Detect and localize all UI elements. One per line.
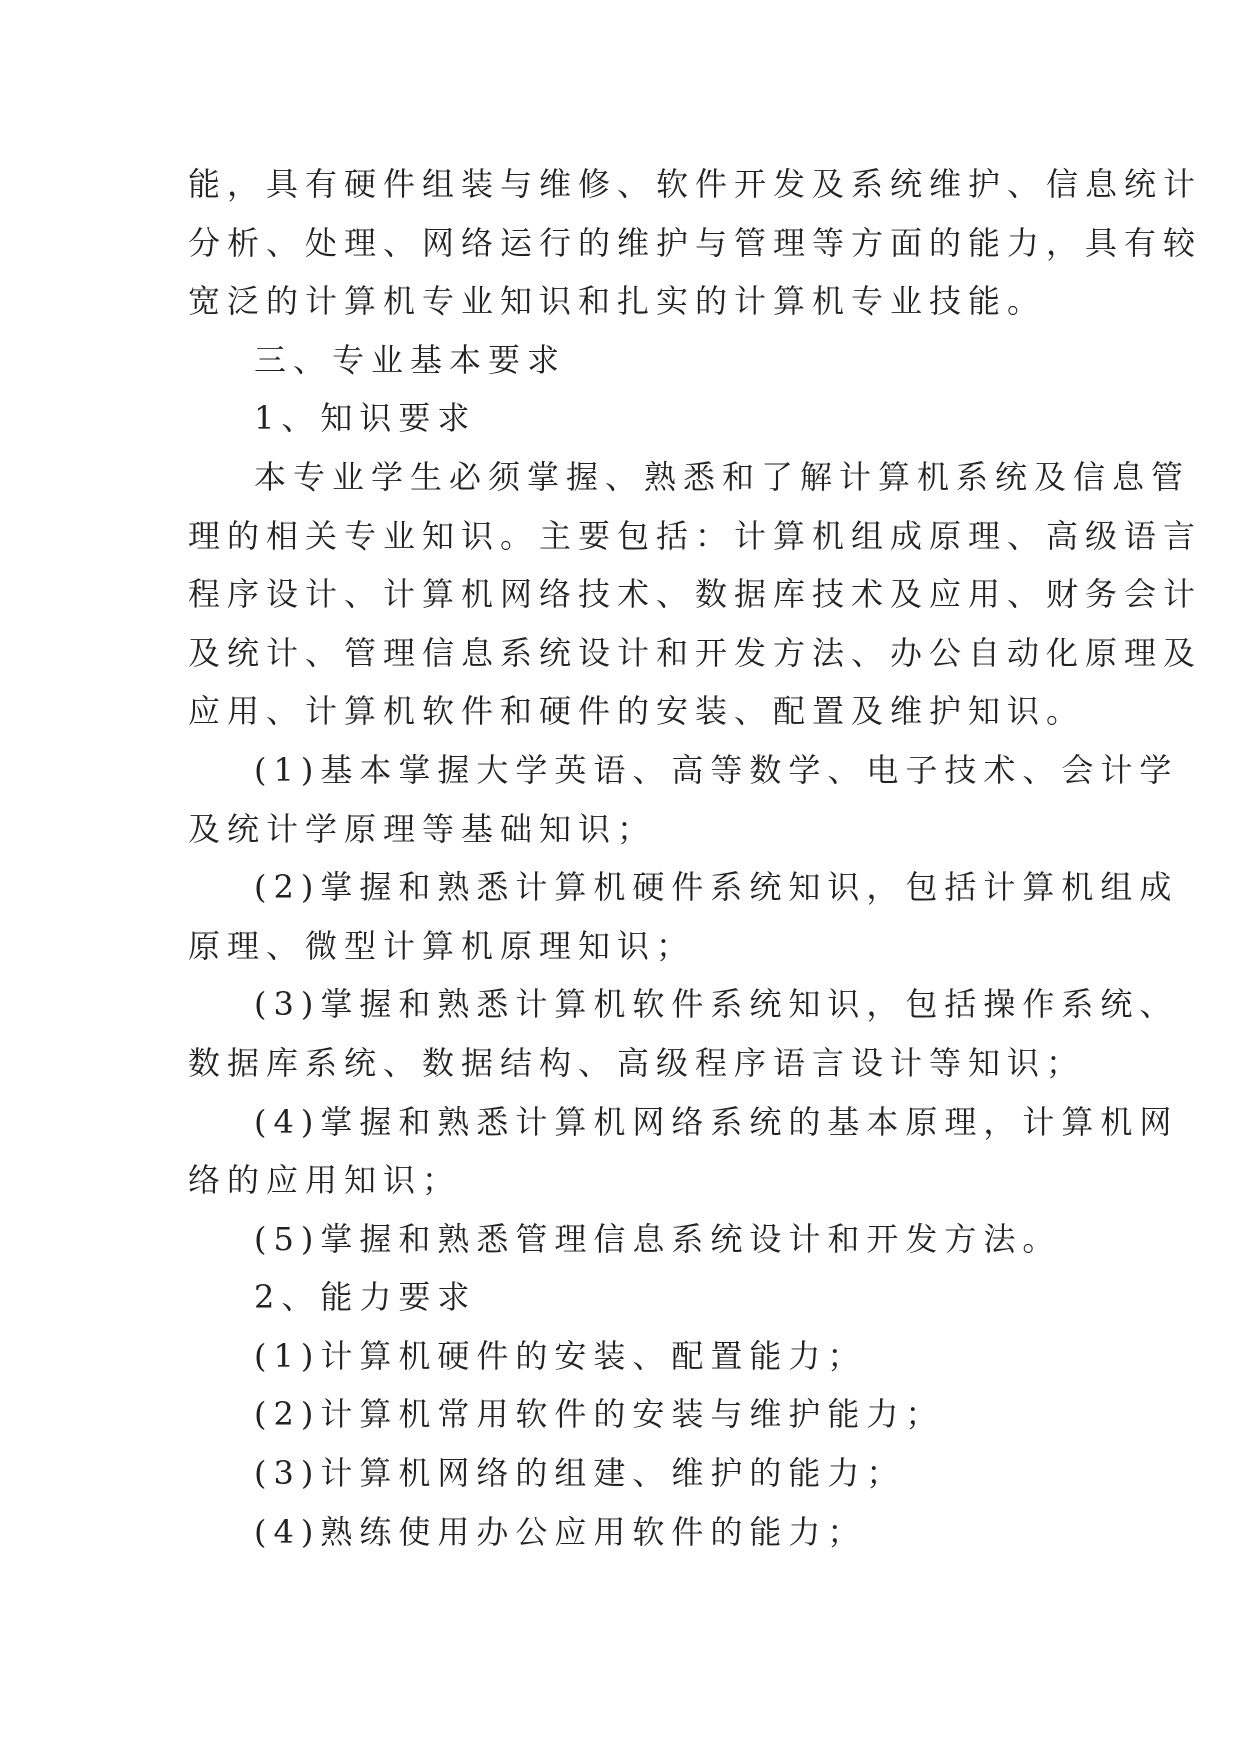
list-item: (4)熟练使用办公应用软件的能力； [254, 1512, 867, 1551]
list-item: (2)掌握和熟悉计算机硬件系统知识，包括计算机组成 [254, 868, 1179, 907]
list-item: (2)计算机常用软件的安装与维护能力； [254, 1395, 945, 1434]
text-line: 应用、计算机软件和硬件的安装、配置及维护知识。 [188, 692, 1086, 731]
text-line: 分析、处理、网络运行的维护与管理等方面的能力，具有较 [188, 223, 1203, 262]
body-text [188, 155, 1203, 1561]
list-item: (3)计算机网络的组建、维护的能力； [254, 1454, 906, 1493]
subsection-heading: 1、知识要求 [254, 399, 477, 438]
subsection-heading: 2、能力要求 [254, 1278, 477, 1317]
text-line: 宽泛的计算机专业知识和扎实的计算机专业技能。 [188, 282, 1047, 321]
list-item: (1)计算机硬件的安装、配置能力； [254, 1336, 867, 1375]
text-line: 原理、微型计算机原理知识； [188, 926, 696, 965]
list-item: (4)掌握和熟悉计算机网络系统的基本原理，计算机网 [254, 1102, 1179, 1141]
text-line: 络的应用知识； [188, 1161, 462, 1200]
list-item: (5)掌握和熟悉管理信息系统设计和开发方法。 [254, 1219, 1062, 1258]
list-item: (1)基本掌握大学英语、高等数学、电子技术、会计学 [254, 750, 1179, 789]
text-line: 及统计、管理信息系统设计和开发方法、办公自动化原理及 [188, 633, 1203, 672]
text-line: 能，具有硬件组装与维修、软件开发及系统维护、信息统计 [188, 165, 1203, 203]
text-line: 及统计学原理等基础知识； [188, 809, 657, 848]
list-item: (3)掌握和熟悉计算机软件系统知识，包括操作系统、 [254, 985, 1179, 1024]
text-line: 程序设计、计算机网络技术、数据库技术及应用、财务会计 [188, 575, 1203, 614]
text-line: 理的相关专业知识。主要包括：计算机组成原理、高级语言 [188, 516, 1203, 555]
section-heading: 三、专业基本要求 [254, 340, 567, 379]
text-line: 本专业学生必须掌握、熟悉和了解计算机系统及信息管 [254, 457, 1191, 496]
text-line: 数据库系统、数据结构、高级程序语言设计等知识； [188, 1043, 1086, 1082]
